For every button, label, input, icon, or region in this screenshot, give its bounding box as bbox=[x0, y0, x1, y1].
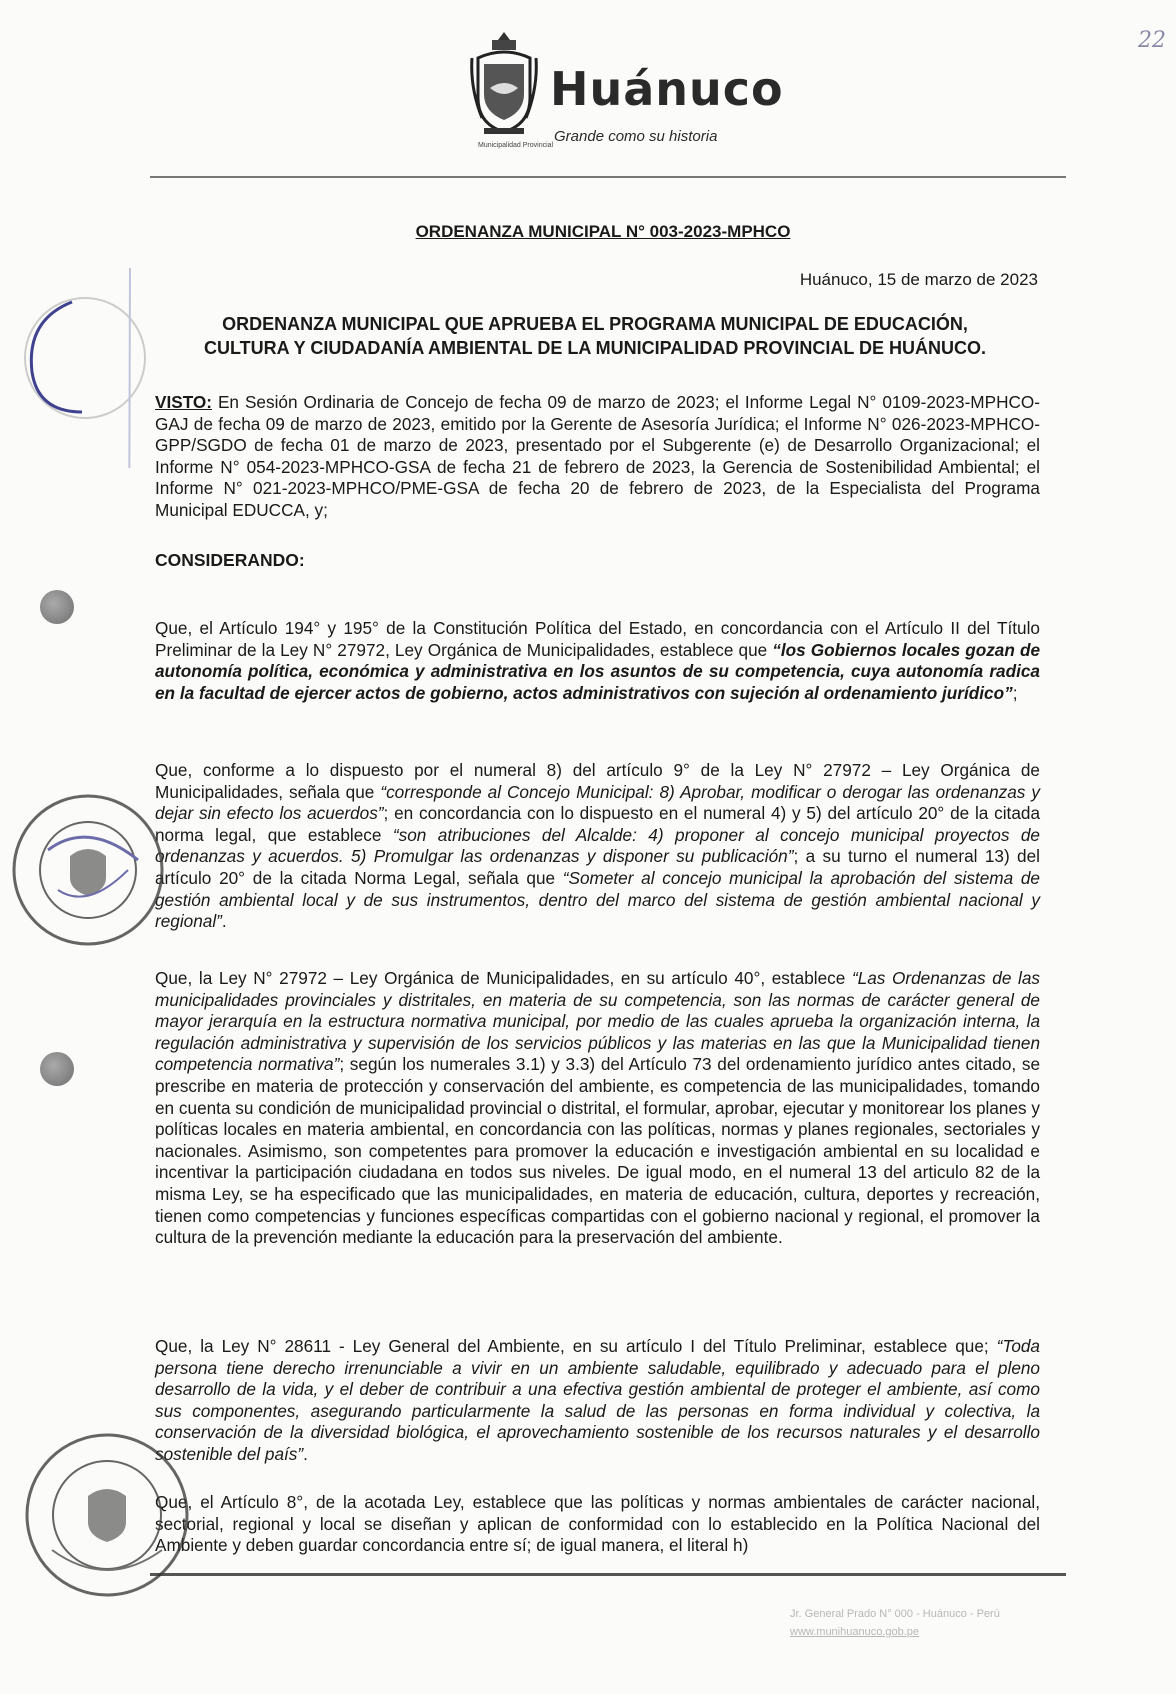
crest-caption: Municipalidad Provincial bbox=[478, 142, 554, 149]
p1-quote: “los Gobiernos locales gozan de autonomía política, económica y administrativa en los asuntos de su competencia, cuya autonomía radica en la facultad de ejercer actos de gobierno, actos administrativos con sujeción al ordenamiento jurídico” bbox=[155, 639, 1041, 703]
handwritten-initial-icon bbox=[10, 290, 90, 430]
p3-text-b: ; según los numerales 3.1) y 3.3) del Artículo 73 del ordenamiento jurídico antes citado, se prescribe en materia de protección y conservación del ambiente, es competencia de las municipalidades, tomando en cuenta su condición de municipalidad provincial o distrital, el formular, aprobar, ejecutar y monitorear los planes y políticas locales en materia ambiental, en concordancia con las políticas, normas y planes regionales, sectoriales y nacionales. Asimismo, son competentes para promover la educación e investigación ambiental en su localidad e incentivar la participación ciudadana en todos sus niveles. De igual modo, en el numeral 13 del articulo 82 de la misma Ley, se ha especificado que las municipalidades, en materia de educación, cultura, deportes y recreación, tienen como competencias y funciones específicas compartidas con el gobierno nacional y regional, el promover la cultura de la prevención mediante la educación para la preservación del ambiente. bbox=[155, 1054, 1041, 1248]
paragraph-5: Que, el Artículo 8°, de la acotada Ley, establece que las políticas y normas ambientales de carácter nacional, sectorial, regional y local se diseñan y aplican de conformidad con lo establecido en la Política Nacional del Ambiente y deben guardar concordancia entre sí; de igual manera, el literal h) bbox=[155, 1492, 1040, 1556]
p1-end: ; bbox=[1012, 682, 1018, 703]
footer-line-1: Jr. General Prado N° 000 - Huánuco - Perú bbox=[790, 1608, 1000, 1620]
p4-quote: “Toda persona tiene derecho irrenunciable a vivir en un ambiente saludable, equilibrado y adecuado para el pleno desarrollo de la vida, y el deber de contribuir a una efectiva gestión ambiental de proteger el ambiente, así como sus componentes, asegurando particularmente la salud de las personas en forma individual y colectiva, la conservación de la diversidad biológica, el aprovechamiento sostenible de los recursos naturales y el desarrollo sostenible del país” bbox=[155, 1336, 1040, 1464]
visto-text: En Sesión Ordinaria de Concejo de fecha 09 de marzo de 2023; el Informe Legal N° 0109-2023-MPHCO-GAJ de fecha 09 de marzo de 2023, emitido por la Gerente de Asesoría Jurídica; el Informe N° 026-2023-MPHCO-GPP/SGDO de fecha 01 de marzo de 2023, presentado por el Subgerente (e) de Desarrollo Organizacional; el Informe N° 054-2023-MPHCO-GSA de fecha 21 de febrero de 2023, la Gerencia de Sostenibilidad Ambiental; el Informe N° 021-2023-MPHCO/PME-GSA de fecha 20 de febrero de 2023, de la Especialista del Programa Municipal EDUCCA, y; bbox=[155, 392, 1040, 520]
page-number: 22 bbox=[1138, 28, 1166, 53]
p1-text: Que, el Artículo 194° y 195° de la Constitución Política del Estado, en concordancia con el Artículo II del Título Preliminar de la Ley N° 27972, Ley Orgánica de Municipalidades, establece que bbox=[155, 618, 1040, 660]
punch-hole-bottom bbox=[40, 1052, 74, 1086]
considerando-heading: CONSIDERANDO: bbox=[155, 550, 305, 570]
ordinance-title bbox=[150, 312, 1040, 360]
coat-of-arms-icon bbox=[470, 28, 538, 148]
p2-text-c: ; a su turno el numeral 13) del artículo 20° de la citada Norma Legal, señala que bbox=[155, 846, 1040, 888]
p2-text-a: Que, conforme a lo dispuesto por el numeral 8) del artículo 9° de la Ley N° 27972 – Ley Orgánica de Municipalidades, señala que bbox=[155, 760, 1040, 802]
punch-hole-top bbox=[40, 590, 74, 624]
p4-text: Que, la Ley N° 28611 - Ley General del Ambiente, en su artículo I del Título Preliminar, establece que; bbox=[155, 1336, 997, 1356]
ordinance-date: Huánuco, 15 de marzo de 2023 bbox=[799, 270, 1038, 289]
footer-line-2: www.munihuanuco.gob.pe bbox=[790, 1626, 920, 1638]
footer-divider bbox=[150, 1573, 1066, 1576]
p2-end: . bbox=[221, 911, 227, 932]
p2-quote-2: “son atribuciones del Alcalde: 4) proponer al concejo municipal proyectos de ordenanzas y acuerdos. 5) Promulgar las ordenanzas y disponer su publicación” bbox=[155, 824, 1040, 867]
p3-quote: “Las Ordenanzas de las municipalidades provinciales y distritales, en materia de su competencia, son las normas de carácter general de mayor jerarquía en la estructura normativa municipal, por medio de las cuales aprueba la organización interna, la regulación administrativa y supervisión de los servicios públicos y las materias en las que la Municipalidad tienen competencia normativa” bbox=[155, 968, 1040, 1075]
mayor-office-stamp-icon bbox=[22, 1430, 192, 1600]
p4-end: . bbox=[303, 1443, 308, 1464]
brand-tagline: Grande como su historia bbox=[554, 128, 718, 145]
header-divider bbox=[150, 176, 1066, 178]
paragraph-2 bbox=[155, 760, 1040, 933]
p3-text-a: Que, la Ley N° 27972 – Ley Orgánica de Municipalidades, en su artículo 40°, establece bbox=[155, 968, 852, 988]
ordinance-number: ORDENANZA MUNICIPAL N° 003-2023-MPHCO bbox=[415, 222, 791, 241]
title-line-1: ORDENANZA MUNICIPAL QUE APRUEBA EL PROGRAMA MUNICIPAL DE EDUCACIÓN, bbox=[222, 314, 968, 334]
header-logo bbox=[470, 28, 784, 156]
footer-address bbox=[790, 1605, 1000, 1641]
legal-department-stamp-icon bbox=[8, 790, 168, 950]
title-line-2: CULTURA Y CIUDADANÍA AMBIENTAL DE LA MUNICIPALIDAD PROVINCIAL DE HUÁNUCO. bbox=[204, 338, 986, 358]
paragraph-3 bbox=[155, 968, 1040, 1249]
p2-quote-1: “corresponde al Concejo Municipal: 8) Aprobar, modificar o derogar las ordenanzas y dejar sin efecto los acuerdos” bbox=[155, 781, 1040, 824]
paragraph-1 bbox=[155, 618, 1040, 704]
paragraph-4 bbox=[155, 1336, 1040, 1466]
p2-quote-3: “Someter al concejo municipal la aprobación del sistema de gestión ambiental local y de sus instrumentos, dentro del marco del sistema de gestión ambiental nacional y regional” bbox=[155, 867, 1040, 932]
visto-label: VISTO: bbox=[155, 392, 212, 412]
brand-name: Huánuco bbox=[550, 62, 784, 116]
p2-text-b: ; en concordancia con lo dispuesto en el numeral 4) y 5) del artículo 20° de la citada norma legal, que establece bbox=[155, 803, 1041, 845]
visto-paragraph bbox=[155, 392, 1040, 522]
